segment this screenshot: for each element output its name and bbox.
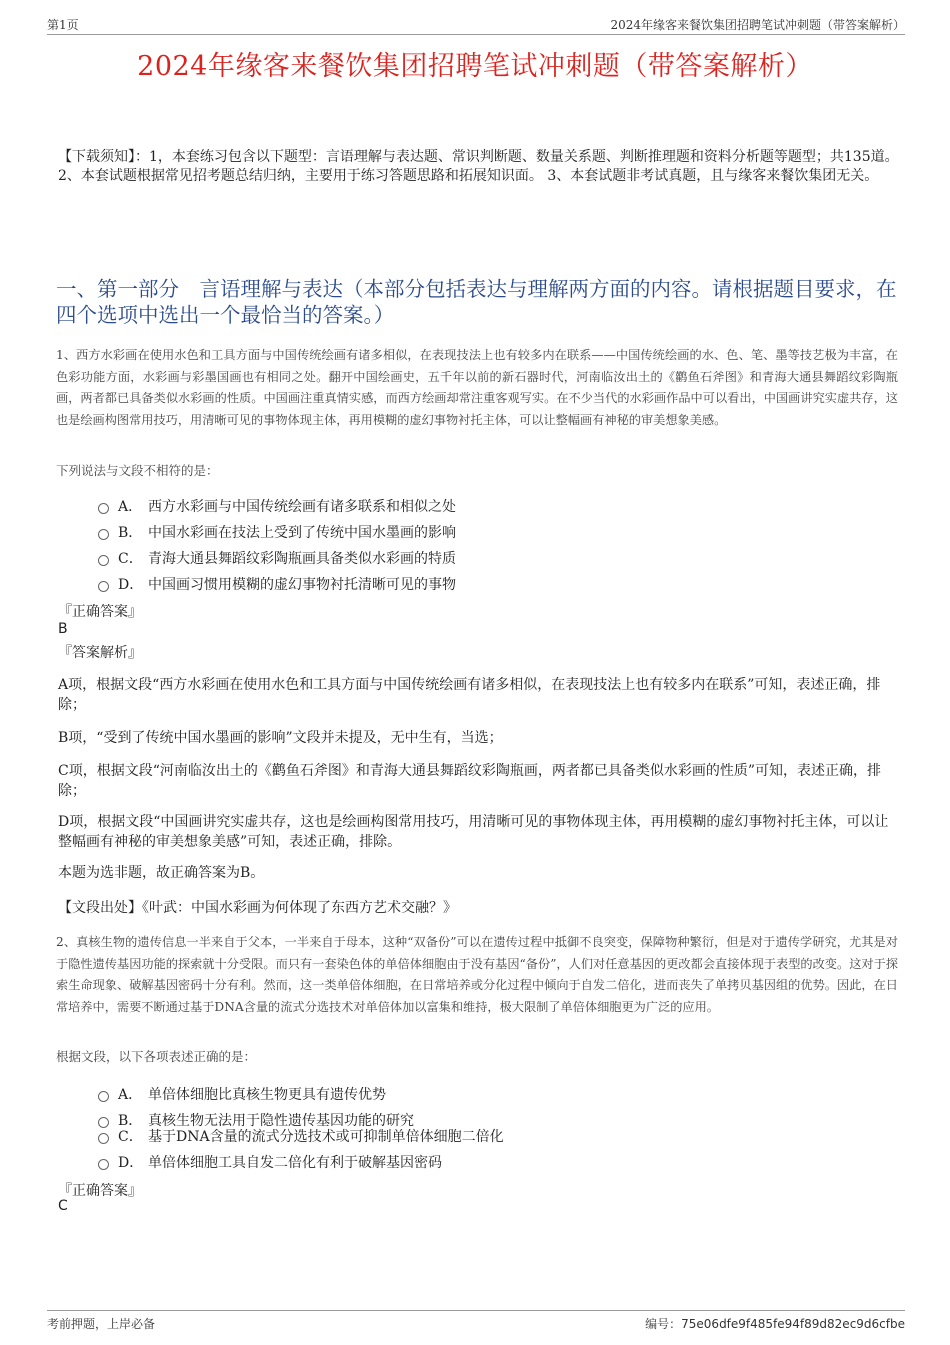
question-2-answer: C [58, 1198, 68, 1214]
section-heading: 一、第一部分 言语理解与表达（本部分包括表达与理解两方面的内容。请根据题目要求，在四个选项中选出一个最恰当的答案。） [56, 277, 897, 327]
question-2-option-b[interactable]: B． 真核生物无法用于隐性遗传基因功能的研究 [98, 1110, 414, 1130]
question-2-prompt: 根据文段，以下各项表述正确的是： [56, 1049, 257, 1064]
question-1-answer-label: 『正确答案』 [58, 604, 142, 620]
download-notice: 【下载须知】：1，本套练习包含以下题型：言语理解与表达题、常识判断题、数量关系题、判断推理题和资料分析题等题型；共135道。 2、本套试题根据常见招考题总结归纳，主要用于练习答题思路和拓展知识面。 3、本套试题非考试真题，且与缘客来餐饮集团无关。 [58, 149, 899, 184]
radio-icon[interactable] [98, 1091, 109, 1102]
question-1-passage: 1、西方水彩画在使用水色和工具方面与中国传统绘画有诸多相似，在表现技法上也有较多内在联系——中国传统绘画的水、色、笔、墨等技艺极为丰富，在色彩功能方面，水彩画与彩墨国画也有相同之处。翻开中国绘画史，五千年以前的新石器时代，河南临汝出土的《鹳鱼石斧图》和青海大通县舞蹈纹彩陶瓶画，两者都已具备类似水彩画的性质。中国画注重真情实感，而西方绘画却常注重客观写实。在不少当代的水彩画作品中可以看出，中国画讲究实虚共存，这也是绘画构图常用技巧，用清晰可见的事物体现主体，再用模糊的虚幻事物衬托主体，可以让整幅画有神秘的审美想象美感。 [56, 348, 898, 427]
radio-icon[interactable] [98, 555, 109, 566]
question-1-option-a[interactable]: A． 西方水彩画与中国传统绘画有诸多联系和相似之处 [98, 496, 456, 516]
analysis-item-b: B项，“受到了传统中国水墨画的影响”文段并未提及，无中生有，当选； [58, 730, 503, 746]
page-footer [47, 1310, 905, 1339]
question-2-option-c[interactable]: C． 基于DNA含量的流式分选技术或可抑制单倍体细胞二倍化 [98, 1126, 504, 1146]
document-code: 编号：75e06dfe9f485fe94f89d82ec9d6cfbe [645, 1317, 905, 1331]
radio-icon[interactable] [98, 529, 109, 540]
page-number: 第1页 [47, 18, 79, 32]
page-header [47, 14, 905, 35]
question-1-prompt: 下列说法与文段不相符的是： [56, 463, 219, 478]
question-1-option-b[interactable]: B． 中国水彩画在技法上受到了传统中国水墨画的影响 [98, 522, 456, 542]
radio-icon[interactable] [98, 503, 109, 514]
question-1-answer: B [58, 621, 68, 637]
radio-icon[interactable] [98, 581, 109, 592]
radio-icon[interactable] [98, 1133, 109, 1144]
question-1-option-d[interactable]: D． 中国画习惯用模糊的虚幻事物衬托清晰可见的事物 [98, 574, 456, 594]
radio-icon[interactable] [98, 1159, 109, 1170]
analysis-source: 【文段出处】《叶武：中国水彩画为何体现了东西方艺术交融？》 [58, 900, 457, 916]
question-2-option-d[interactable]: D． 单倍体细胞工具自发二倍化有利于破解基因密码 [98, 1152, 442, 1172]
question-2-passage: 2、真核生物的遗传信息一半来自于父本，一半来自于母本，这种“双备份”可以在遗传过程中抵御不良突变，保障物种繁衍，但是对于遗传学研究，尤其是对于隐性遗传基因功能的探索就十分受限。而只有一套染色体的单倍体细胞由于没有基因“备份”，人们对任意基因的更改都会直接体现于表型的改变。这对于探索生命现象、破解基因密码十分有利。然而，这一类单倍体细胞，在日常培养或分化过程中倾向于自发二倍化，进而丧失了单拷贝基因组的优势。因此，在日常培养中，需要不断通过基于DNA含量的流式分选技术对单倍体加以富集和维持，极大限制了单倍体细胞更为广泛的应用。 [56, 935, 898, 1014]
document-title: 2024年缘客来餐饮集团招聘笔试冲刺题（带答案解析） [137, 51, 813, 82]
question-2-answer-label: 『正确答案』 [58, 1183, 142, 1199]
analysis-item-a: A项，根据文段“西方水彩画在使用水色和工具方面与中国传统绘画有诸多相似，在表现技法上也有较多内在联系”可知，表述正确，排除； [58, 677, 881, 713]
question-1-option-c[interactable]: C． 青海大通县舞蹈纹彩陶瓶画具备类似水彩画的特质 [98, 548, 456, 568]
analysis-conclusion: 本题为选非题，故正确答案为B。 [58, 865, 265, 881]
footer-slogan: 考前押题，上岸必备 [47, 1317, 156, 1331]
analysis-item-d: D项，根据文段“中国画讲究实虚共存，这也是绘画构图常用技巧，用清晰可见的事物体现主体，再用模糊的虚幻事物衬托主体，可以让整幅画有神秘的审美想象美感”可知，表述正确，排除。 [58, 814, 889, 850]
question-2-option-a[interactable]: A． 单倍体细胞比真核生物更具有遗传优势 [98, 1084, 386, 1104]
header-doc-title: 2024年缘客来餐饮集团招聘笔试冲刺题（带答案解析） [610, 18, 905, 32]
question-1-analysis-label: 『答案解析』 [58, 645, 142, 661]
analysis-item-c: C项，根据文段“河南临汝出土的《鹳鱼石斧图》和青海大通县舞蹈纹彩陶瓶画，两者都已具备类似水彩画的性质”可知，表述正确，排除； [58, 763, 882, 799]
